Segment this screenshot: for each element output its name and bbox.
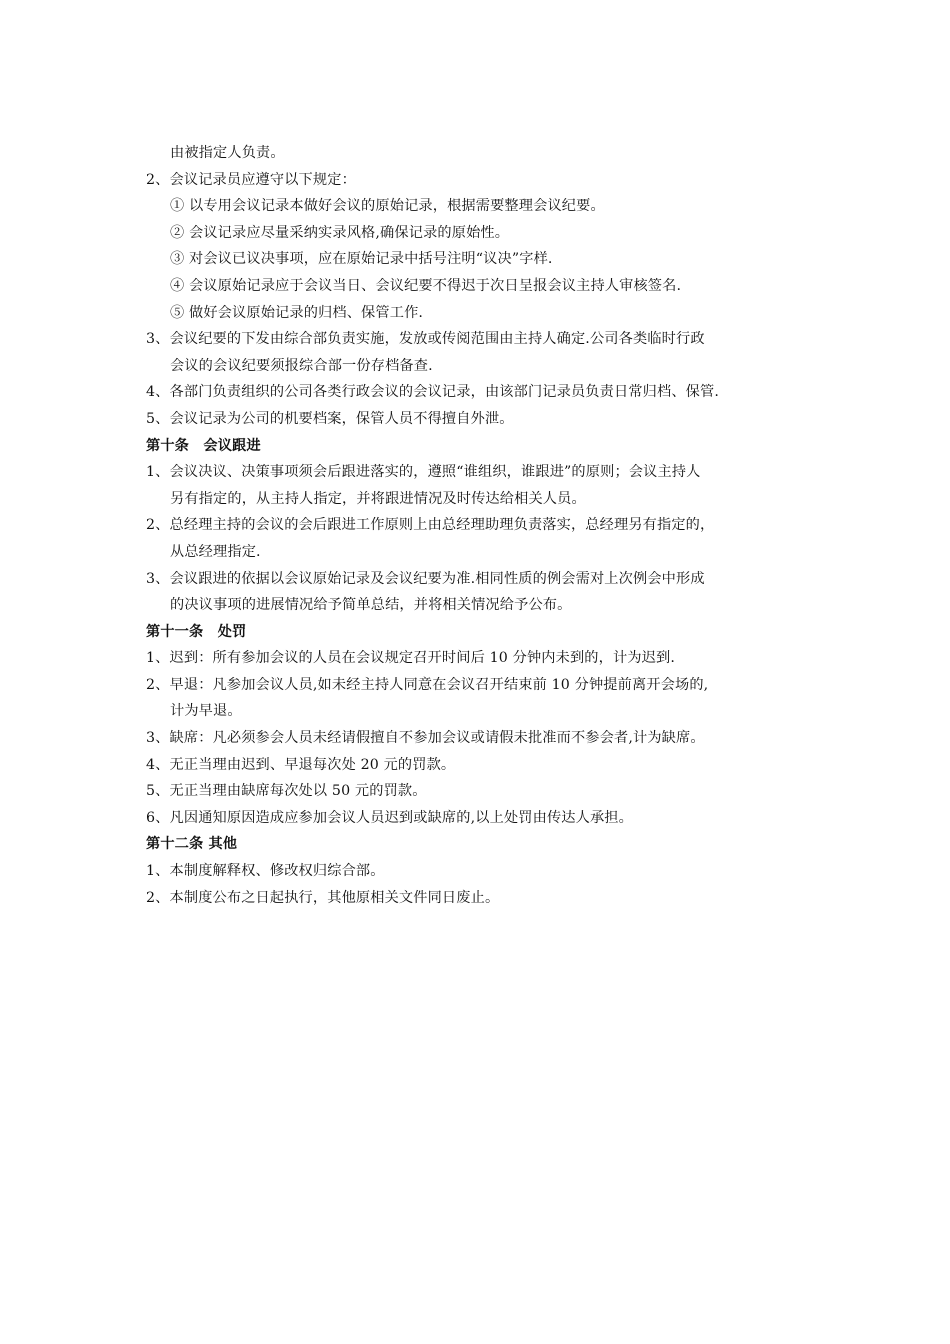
item-number: 6、 bbox=[146, 809, 170, 826]
item-text: 本制度解释权、修改权归综合部。 bbox=[169, 863, 385, 880]
sub-list-item bbox=[146, 300, 818, 327]
item-text: 凡因通知原因造成应参加会议人员迟到或缺席的,以上处罚由传达人承担。 bbox=[169, 809, 633, 826]
item-number: 1、 bbox=[146, 650, 170, 667]
section-heading: 第十一条 处罚 bbox=[146, 623, 247, 640]
item-number: 3、 bbox=[146, 730, 170, 747]
sub-item-text: 会议记录应尽量采纳实录风格,确保记录的原始性。 bbox=[184, 224, 510, 241]
sub-item-number: ② bbox=[170, 224, 185, 241]
list-item bbox=[146, 459, 818, 486]
list-item bbox=[146, 326, 818, 353]
sub-list-item bbox=[146, 193, 818, 220]
item-number: 3、 bbox=[146, 570, 170, 587]
sub-item-number: ③ bbox=[170, 251, 185, 268]
item-number: 1、 bbox=[146, 464, 170, 481]
item-text: 迟到：所有参加会议的人员在会议规定召开时间后 10 分钟内未到的，计为迟到. bbox=[169, 650, 675, 667]
list-item bbox=[146, 725, 818, 752]
item-number: 2、 bbox=[146, 889, 170, 906]
list-item bbox=[146, 512, 818, 539]
sub-item-text: 会议原始记录应于会议当日、会议纪要不得迟于次日呈报会议主持人审核签名. bbox=[184, 277, 682, 294]
section-heading: 第十二条 其他 bbox=[146, 836, 238, 853]
item-number: 2、 bbox=[146, 171, 170, 188]
item-number: 2、 bbox=[146, 517, 170, 534]
sub-item-number: ④ bbox=[170, 277, 185, 294]
item-text: 早退：凡参加会议人员,如未经主持人同意在会议召开结束前 10 分钟提前离开会场的, bbox=[169, 676, 709, 693]
item-number: 5、 bbox=[146, 783, 170, 800]
list-item bbox=[146, 885, 818, 912]
item-text: 无正当理由迟到、早退每次处 20 元的罚款。 bbox=[169, 756, 456, 773]
list-item bbox=[146, 406, 818, 433]
sub-item-text: 做好会议原始记录的归档、保管工作. bbox=[184, 304, 424, 321]
list-item bbox=[146, 805, 818, 832]
list-item bbox=[146, 858, 818, 885]
paragraph-continuation: 会议的会议纪要须报综合部一份存档备查. bbox=[170, 357, 433, 374]
item-number: 4、 bbox=[146, 384, 170, 401]
sub-list-item bbox=[146, 220, 818, 247]
list-item bbox=[146, 167, 818, 194]
item-number: 4、 bbox=[146, 756, 170, 773]
paragraph-continuation: 的决议事项的进展情况给予简单总结，并将相关情况给予公布。 bbox=[170, 597, 572, 614]
item-text: 会议记录员应遵守以下规定： bbox=[169, 171, 356, 188]
item-text: 会议跟进的依据以会议原始记录及会议纪要为准.相同性质的例会需对上次例会中形成 bbox=[169, 570, 705, 587]
section-heading: 第十条 会议跟进 bbox=[146, 437, 261, 454]
sub-item-text: 以专用会议记录本做好会议的原始记录，根据需要整理会议纪要。 bbox=[184, 198, 605, 215]
list-item bbox=[146, 752, 818, 779]
document-body bbox=[146, 140, 818, 911]
item-text: 无正当理由缺席每次处以 50 元的罚款。 bbox=[169, 783, 427, 800]
paragraph-continuation: 另有指定的，从主持人指定，并将跟进情况及时传达给相关人员。 bbox=[170, 490, 586, 507]
list-item bbox=[146, 645, 818, 672]
sub-list-item bbox=[146, 246, 818, 273]
item-number: 5、 bbox=[146, 410, 170, 427]
item-text: 会议决议、决策事项须会后跟进落实的，遵照“谁组织，谁跟进”的原则；会议主持人 bbox=[169, 464, 701, 481]
list-item bbox=[146, 778, 818, 805]
item-text: 会议记录为公司的机要档案，保管人员不得擅自外泄。 bbox=[169, 410, 514, 427]
list-item bbox=[146, 672, 818, 699]
item-number: 2、 bbox=[146, 676, 170, 693]
paragraph-continuation: 由被指定人负责。 bbox=[170, 145, 285, 161]
sub-item-number: ① bbox=[170, 198, 185, 215]
item-text: 本制度公布之日起执行，其他原相关文件同日废止。 bbox=[169, 889, 500, 906]
paragraph-continuation: 计为早退。 bbox=[170, 703, 242, 720]
item-text: 各部门负责组织的公司各类行政会议的会议记录，由该部门记录员负责日常归档、保管. bbox=[169, 384, 720, 401]
item-number: 1、 bbox=[146, 863, 170, 880]
item-number: 3、 bbox=[146, 331, 170, 348]
sub-list-item bbox=[146, 273, 818, 300]
list-item bbox=[146, 379, 818, 406]
sub-item-text: 对会议已议决事项，应在原始记录中括号注明“议决”字样. bbox=[184, 251, 553, 268]
item-text: 总经理主持的会议的会后跟进工作原则上由总经理助理负责落实，总经理另有指定的， bbox=[169, 517, 715, 534]
paragraph-continuation: 从总经理指定. bbox=[170, 543, 261, 560]
list-item bbox=[146, 566, 818, 593]
item-text: 会议纪要的下发由综合部负责实施，发放或传阅范围由主持人确定.公司各类临时行政 bbox=[169, 331, 705, 348]
item-text: 缺席：凡必须参会人员未经请假擅自不参加会议或请假未批准而不参会者,计为缺席。 bbox=[169, 730, 705, 747]
sub-item-number: ⑤ bbox=[170, 304, 185, 321]
